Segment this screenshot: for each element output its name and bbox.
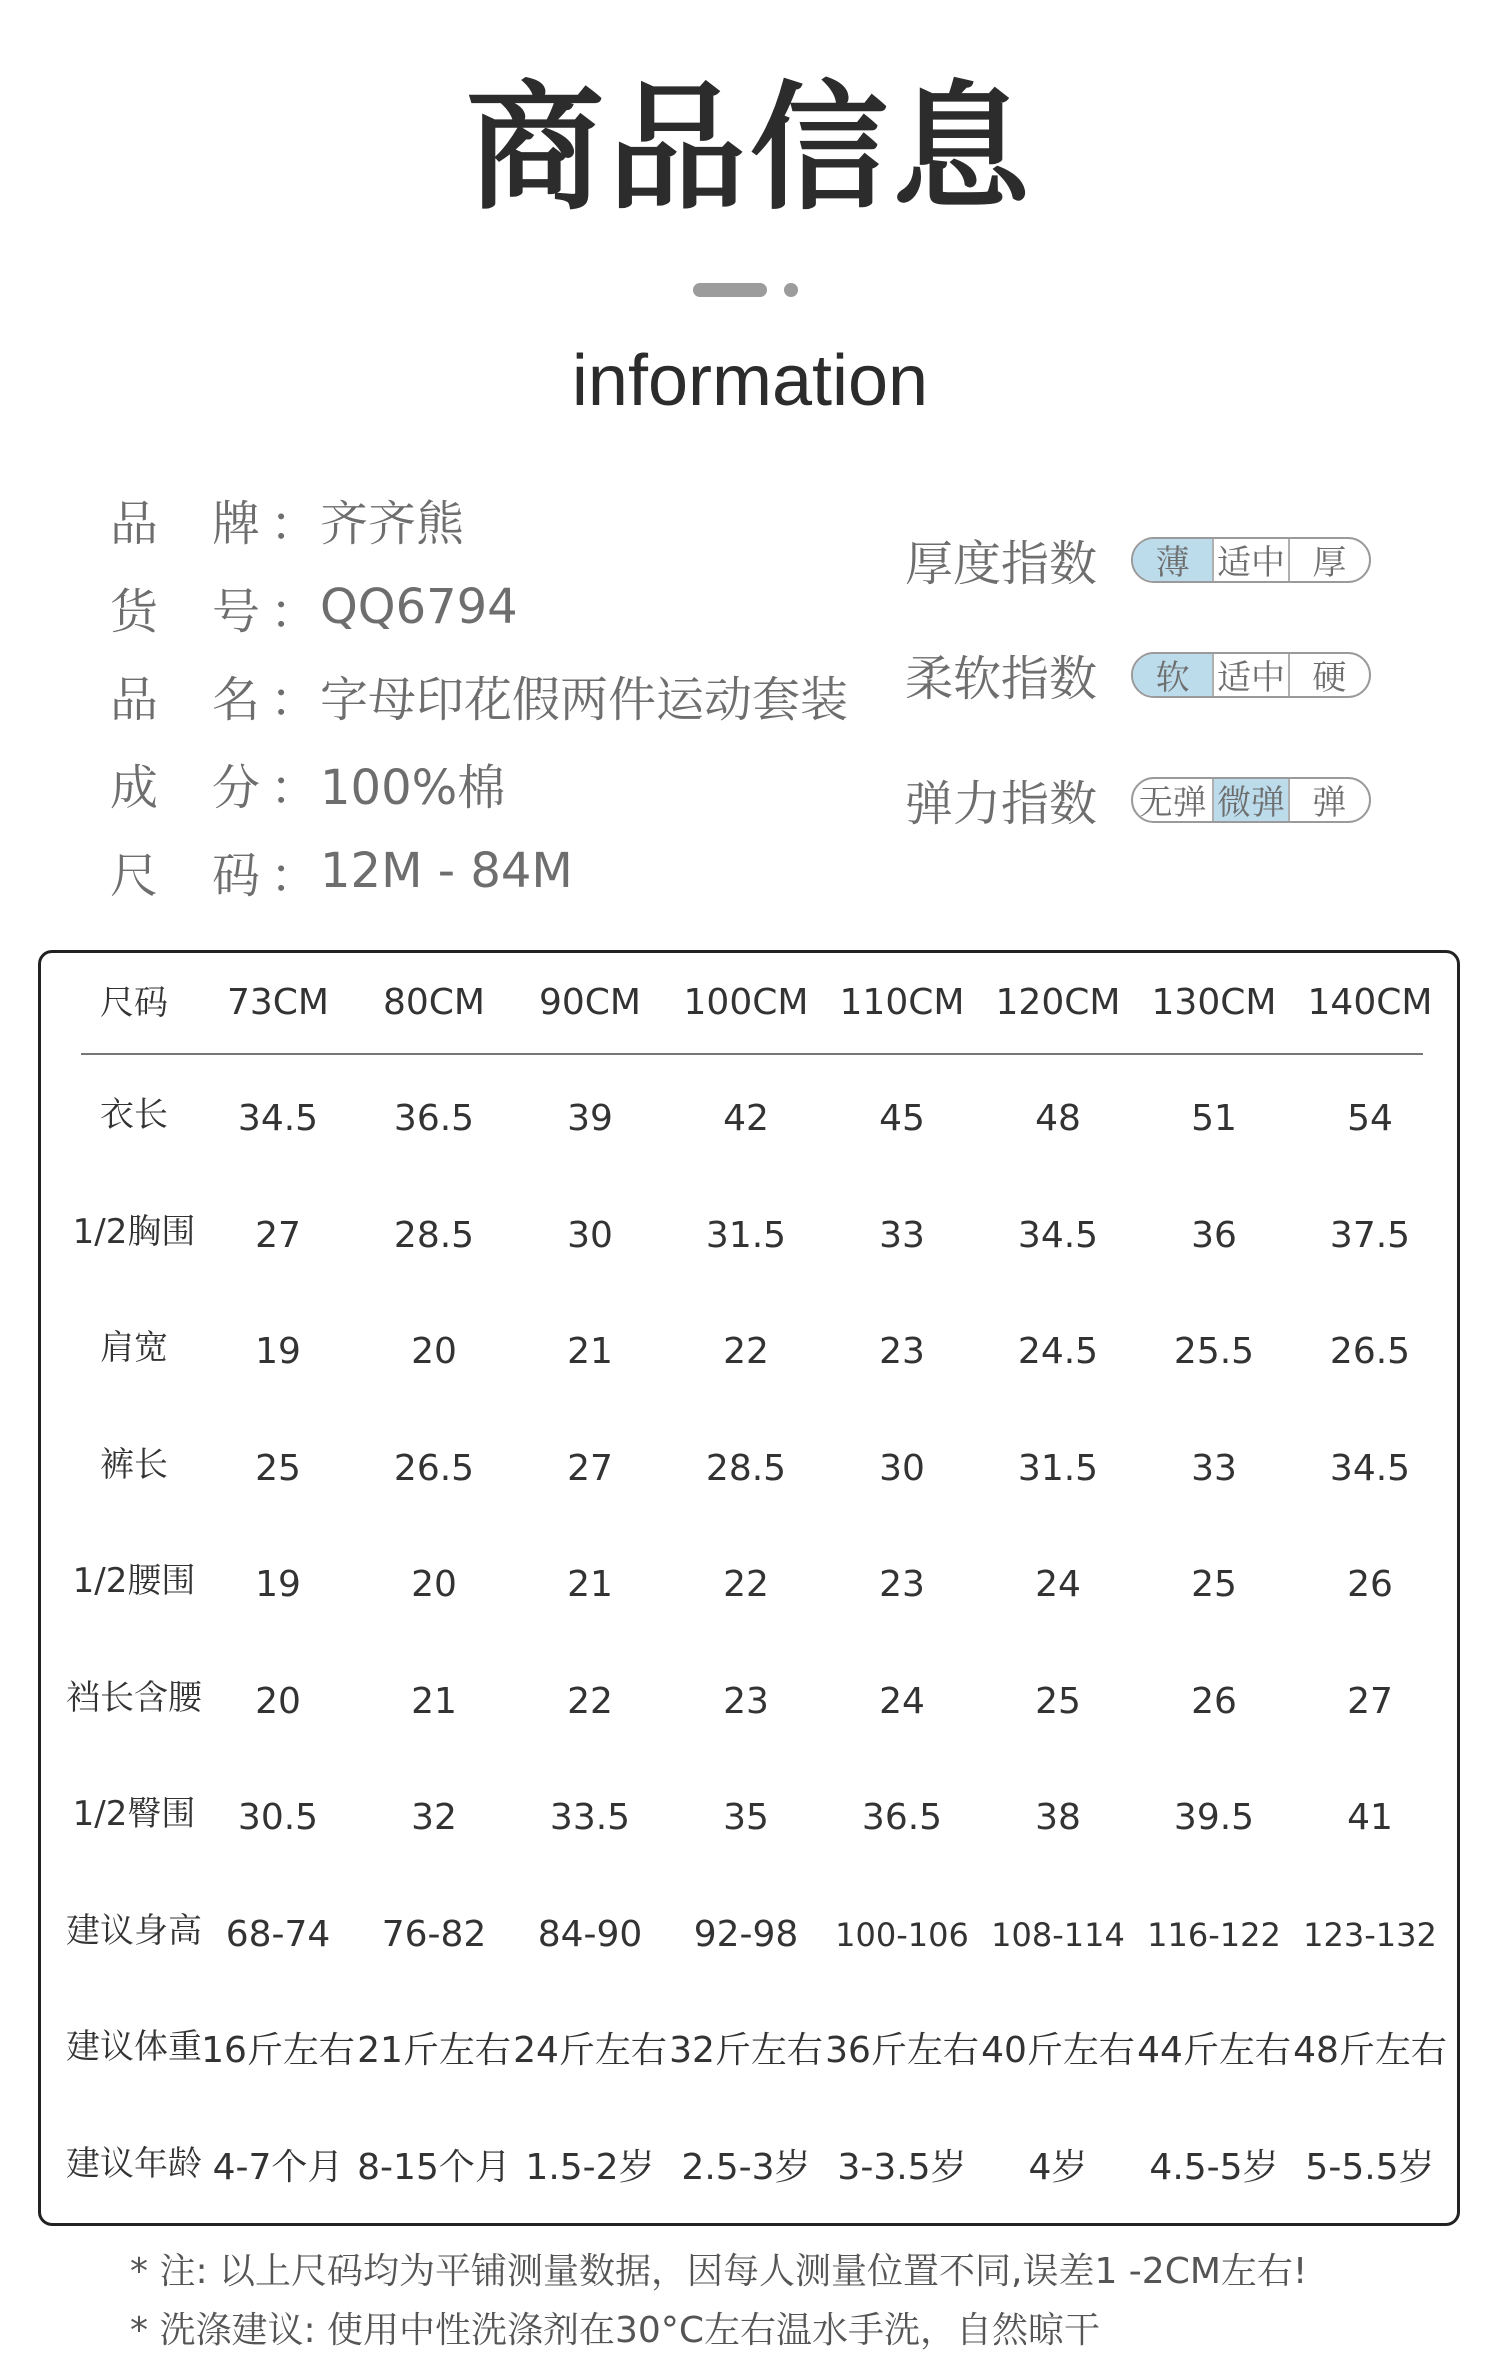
table-cell: 39 — [567, 1098, 613, 1139]
table-cell: 26.5 — [393, 1447, 475, 1489]
table-cell: 34.5 — [237, 1098, 319, 1139]
divider-bar — [693, 283, 767, 297]
table-header-size: 80CM — [382, 982, 485, 1023]
info-colon: ： — [270, 495, 319, 552]
table-cell: 19 — [255, 1564, 301, 1605]
index-option: 弹 — [1312, 783, 1347, 823]
table-cell: 30 — [567, 1214, 613, 1256]
info-colon: ： — [270, 759, 319, 816]
table-cell: 36.5 — [861, 1797, 943, 1838]
index-scale — [1131, 652, 1371, 698]
page-title: 商品信息 — [465, 68, 1034, 229]
table-header-size: 130CM — [1151, 982, 1277, 1023]
table-header-size: 100CM — [683, 982, 809, 1023]
product-info-list — [110, 475, 848, 915]
info-label-text — [110, 485, 260, 554]
table-cell: 3-3.5岁 — [837, 2146, 967, 2188]
info-colon: ： — [270, 583, 319, 640]
table-row-label: 建议身高 — [66, 1910, 202, 1951]
table-cell: 5-5.5岁 — [1305, 2146, 1435, 2188]
table-cell: 23 — [723, 1680, 769, 1722]
index-row — [905, 765, 1371, 834]
index-label: 弹力指数 — [905, 776, 1098, 832]
info-label-char: 码 — [211, 847, 260, 904]
table-cell: 68-74 — [225, 1913, 331, 1955]
table-cell: 34.5 — [1017, 1214, 1099, 1256]
table-cell: 40斤左右 — [981, 2030, 1135, 2071]
table-cell: 42 — [723, 1098, 769, 1139]
info-row — [110, 563, 848, 651]
index-row — [905, 525, 1371, 594]
table-cell: 26.5 — [1329, 1331, 1411, 1372]
table-cell: 116-122 — [1147, 1915, 1281, 1954]
table-cell: 123-132 — [1303, 1915, 1437, 1954]
info-colon: ： — [270, 671, 319, 728]
table-row-label: 裆长含腰 — [66, 1677, 202, 1718]
table-cell: 23 — [879, 1564, 925, 1605]
table-header-label: 尺码 — [100, 983, 168, 1023]
info-label-char: 品 — [110, 495, 159, 552]
table-header-size: 120CM — [995, 982, 1121, 1023]
table-cell: 24斤左右 — [513, 2030, 667, 2071]
table-cell: 36 — [1191, 1214, 1237, 1256]
table-cell: 27 — [255, 1214, 301, 1256]
info-value: 100%棉 — [320, 759, 506, 816]
table-cell: 45 — [879, 1098, 925, 1139]
info-row — [110, 475, 848, 563]
table-cell: 30 — [879, 1447, 925, 1489]
table-cell: 36.5 — [393, 1098, 475, 1139]
table-row-label: 肩宽 — [100, 1328, 168, 1368]
table-header-size: 110CM — [839, 982, 965, 1023]
table-row-label: 衣长 — [100, 1095, 168, 1135]
table-cell: 25 — [1035, 1680, 1081, 1722]
table-cell: 54 — [1347, 1098, 1393, 1139]
table-cell: 35 — [723, 1797, 769, 1838]
washing-note: * 洗涤建议: 使用中性洗涤剂在30°C左右温水手洗，自然晾干 — [130, 2310, 1100, 2351]
table-cell: 25 — [1191, 1564, 1237, 1605]
table-cell: 48斤左右 — [1293, 2030, 1447, 2071]
header-divider — [81, 1053, 1423, 1055]
index-option-selected: 软 — [1133, 654, 1214, 696]
info-row — [110, 739, 848, 827]
info-label-char: 货 — [110, 583, 159, 640]
info-value: 齐齐熊 — [320, 495, 465, 552]
table-cell: 16斤左右 — [201, 2030, 355, 2071]
table-cell: 4岁 — [1028, 2146, 1088, 2188]
table-cell: 8-15个月 — [357, 2146, 511, 2188]
info-label-char: 品 — [110, 671, 159, 728]
info-colon: ： — [270, 847, 319, 904]
table-header-size: 73CM — [226, 982, 329, 1023]
table-cell: 24 — [879, 1680, 925, 1722]
table-cell: 21 — [567, 1564, 613, 1605]
table-cell: 24 — [1035, 1564, 1081, 1605]
title-divider — [0, 280, 1500, 300]
table-cell: 23 — [879, 1331, 925, 1372]
index-scale — [1131, 537, 1371, 583]
info-value: QQ6794 — [320, 579, 518, 635]
table-cell: 32 — [411, 1797, 457, 1838]
table-cell: 48 — [1035, 1098, 1081, 1139]
index-option-selected: 微弹 — [1214, 779, 1289, 821]
table-cell: 31.5 — [1017, 1447, 1099, 1489]
table-cell: 27 — [567, 1447, 613, 1489]
table-cell: 24.5 — [1017, 1331, 1099, 1372]
table-cell: 1.5-2岁 — [525, 2146, 655, 2188]
table-cell: 32斤左右 — [669, 2030, 823, 2071]
table-row-label: 裤长 — [100, 1444, 168, 1485]
table-cell: 20 — [411, 1564, 457, 1605]
table-cell: 22 — [567, 1680, 613, 1722]
info-label-char: 名 — [211, 671, 260, 728]
info-label-char: 牌 — [211, 495, 260, 552]
info-label — [110, 485, 319, 554]
table-cell: 31.5 — [705, 1214, 787, 1256]
table-cell: 92-98 — [693, 1913, 799, 1955]
info-label-text — [110, 749, 260, 818]
index-option: 适中 — [1214, 654, 1289, 696]
index-option: 厚 — [1312, 543, 1347, 583]
info-label-char: 号 — [211, 583, 260, 640]
table-cell: 4.5-5岁 — [1149, 2146, 1279, 2188]
table-cell: 28.5 — [705, 1447, 787, 1489]
table-cell: 33.5 — [549, 1797, 631, 1838]
page-subtitle: information — [571, 341, 929, 421]
info-row — [110, 827, 848, 915]
table-cell: 33 — [1191, 1447, 1237, 1489]
table-cell: 44斤左右 — [1137, 2030, 1291, 2071]
index-option: 硬 — [1312, 658, 1347, 698]
table-cell: 25.5 — [1173, 1331, 1255, 1372]
info-label-text — [110, 837, 260, 906]
table-cell: 37.5 — [1329, 1214, 1411, 1256]
index-scale — [1131, 777, 1371, 823]
table-cell: 34.5 — [1329, 1447, 1411, 1489]
info-label-char: 尺 — [110, 847, 159, 904]
table-cell: 21 — [567, 1331, 613, 1372]
table-cell: 20 — [411, 1331, 457, 1372]
info-label — [110, 661, 319, 730]
table-row-label: 1/2臀围 — [72, 1794, 196, 1834]
table-cell: 21 — [411, 1680, 457, 1722]
info-label-char: 成 — [110, 759, 159, 816]
table-cell: 28.5 — [393, 1214, 475, 1256]
table-cell: 39.5 — [1173, 1797, 1255, 1838]
table-cell: 30.5 — [237, 1797, 319, 1838]
table-cell: 22 — [723, 1331, 769, 1372]
table-row-label: 1/2胸围 — [72, 1211, 196, 1252]
size-table — [38, 950, 1460, 2226]
info-label-text — [110, 573, 260, 642]
index-label: 柔软指数 — [905, 651, 1098, 707]
info-row — [110, 651, 848, 739]
index-option: 适中 — [1214, 539, 1289, 581]
table-cell: 38 — [1035, 1797, 1081, 1838]
table-cell: 22 — [723, 1564, 769, 1605]
info-label-text — [110, 661, 260, 730]
table-cell: 51 — [1191, 1098, 1237, 1139]
table-cell: 26 — [1347, 1564, 1393, 1605]
info-label — [110, 749, 319, 818]
info-label-char: 分 — [211, 759, 260, 816]
divider-dot — [784, 283, 798, 297]
index-option-selected: 薄 — [1133, 539, 1214, 581]
table-cell: 84-90 — [537, 1913, 643, 1955]
index-option: 无弹 — [1133, 779, 1214, 821]
table-cell: 36斤左右 — [825, 2030, 979, 2071]
table-cell: 33 — [879, 1214, 925, 1256]
info-label — [110, 573, 319, 642]
table-cell: 2.5-3岁 — [681, 2146, 811, 2188]
index-row — [905, 640, 1371, 709]
table-cell: 76-82 — [381, 1913, 487, 1955]
table-cell: 25 — [255, 1447, 301, 1489]
table-row-label: 建议体重 — [66, 2027, 202, 2067]
info-value: 12M - 84M — [320, 843, 573, 899]
table-row-label: 建议年龄 — [66, 2143, 202, 2184]
table-cell: 100-106 — [835, 1915, 969, 1954]
measurement-note: * 注: 以上尺码均为平铺测量数据，因每人测量位置不同,误差1 -2CM左右! — [130, 2251, 1308, 2292]
table-cell: 20 — [255, 1680, 301, 1722]
table-header-size: 140CM — [1307, 982, 1433, 1023]
table-cell: 41 — [1347, 1797, 1393, 1838]
table-row-label: 1/2腰围 — [72, 1561, 196, 1601]
table-cell: 26 — [1191, 1680, 1237, 1722]
table-cell: 108-114 — [991, 1915, 1125, 1954]
table-cell: 4-7个月 — [212, 2146, 344, 2188]
table-header-size: 90CM — [538, 982, 641, 1023]
info-value: 字母印花假两件运动套装 — [320, 671, 849, 728]
table-cell: 21斤左右 — [357, 2030, 511, 2071]
table-cell: 27 — [1347, 1680, 1393, 1722]
table-cell: 19 — [255, 1331, 301, 1372]
index-label: 厚度指数 — [905, 536, 1098, 592]
info-label — [110, 837, 319, 906]
